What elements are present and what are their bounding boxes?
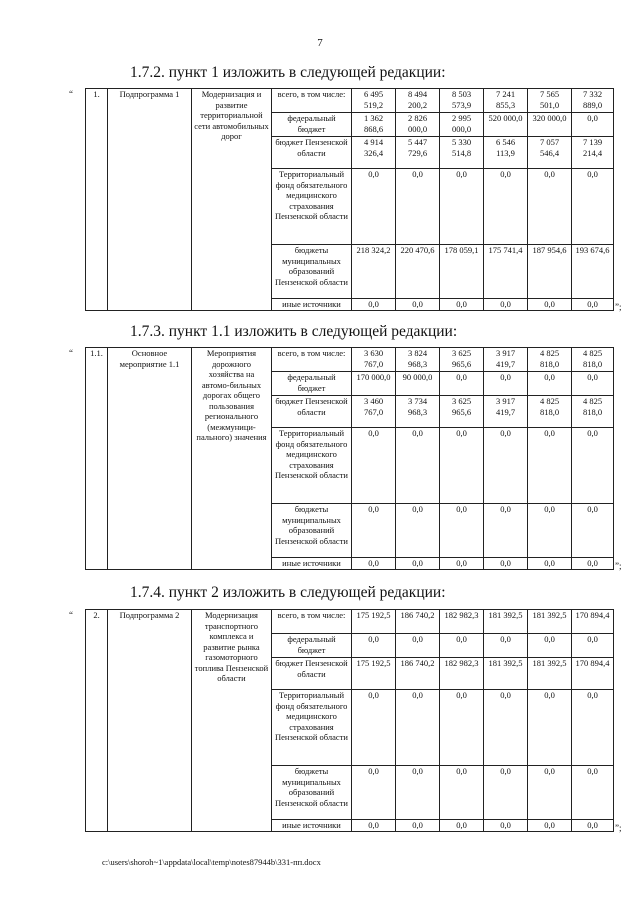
value-cell: 181 392,5: [528, 658, 572, 690]
value-cell: 0,0: [396, 299, 440, 311]
value-cell: 0,0: [572, 299, 614, 311]
value-cell: 0,0: [396, 504, 440, 558]
row-title: Модернизация транспортного комплекса и развитие рынка газомоторного топлива Пензенской области: [192, 610, 272, 832]
value-cell: 0,0: [484, 372, 528, 396]
value-cell: 182 982,3: [440, 658, 484, 690]
value-cell: 0,0: [440, 372, 484, 396]
value-cell: 182 982,3: [440, 610, 484, 634]
value-cell: 0,0: [484, 766, 528, 820]
value-cell: 0,0: [572, 372, 614, 396]
value-cell: 0,0: [572, 428, 614, 504]
value-cell: 0,0: [352, 504, 396, 558]
funding-source-label: иные источники: [272, 299, 352, 311]
value-cell: 8 503 573,9: [440, 89, 484, 113]
row-title: Модернизация и развитие территориальной сети автомобильных дорог: [192, 89, 272, 311]
funding-source-label: бюджет Пензенской области: [272, 658, 352, 690]
value-cell: 187 954,6: [528, 245, 572, 299]
value-cell: 0,0: [352, 169, 396, 245]
funding-source-label: Территориальный фонд обязательного медицинского страхования Пензенской области: [272, 690, 352, 766]
section-heading: 1.7.4. пункт 2 изложить в следующей редакции:: [130, 584, 446, 601]
funding-source-label: федеральный бюджет: [272, 113, 352, 137]
value-cell: 3 625 965,6: [440, 396, 484, 428]
value-cell: 0,0: [352, 558, 396, 570]
value-cell: 0,0: [484, 299, 528, 311]
value-cell: 5 447 729,6: [396, 137, 440, 169]
close-quote: ”;: [615, 561, 622, 571]
value-cell: 1 362 868,6: [352, 113, 396, 137]
value-cell: 0,0: [484, 504, 528, 558]
value-cell: 0,0: [396, 169, 440, 245]
page-number: 7: [317, 37, 323, 49]
value-cell: 220 470,6: [396, 245, 440, 299]
value-cell: 0,0: [396, 690, 440, 766]
close-quote: ”;: [615, 302, 622, 312]
value-cell: 2 826 000,0: [396, 113, 440, 137]
value-cell: 3 460 767,0: [352, 396, 396, 428]
section-heading: 1.7.2. пункт 1 изложить в следующей редакции:: [130, 64, 446, 81]
funding-source-label: иные источники: [272, 558, 352, 570]
value-cell: 3 917 419,7: [484, 396, 528, 428]
value-cell: 186 740,2: [396, 610, 440, 634]
value-cell: 0,0: [352, 690, 396, 766]
funding-source-label: Территориальный фонд обязательного медицинского страхования Пензенской области: [272, 428, 352, 504]
value-cell: 175 192,5: [352, 610, 396, 634]
value-cell: 320 000,0: [528, 113, 572, 137]
value-cell: 0,0: [572, 113, 614, 137]
value-cell: 0,0: [440, 299, 484, 311]
value-cell: 0,0: [528, 372, 572, 396]
value-cell: 0,0: [572, 169, 614, 245]
funding-source-label: бюджет Пензенской области: [272, 396, 352, 428]
value-cell: 520 000,0: [484, 113, 528, 137]
value-cell: 6 495 519,2: [352, 89, 396, 113]
row-name: Подпрограмма 2: [108, 610, 192, 832]
value-cell: 7 241 855,3: [484, 89, 528, 113]
value-cell: 0,0: [528, 169, 572, 245]
value-cell: 0,0: [572, 820, 614, 832]
value-cell: 4 825 818,0: [528, 396, 572, 428]
value-cell: 0,0: [528, 634, 572, 658]
value-cell: 4 825 818,0: [572, 348, 614, 372]
value-cell: 0,0: [352, 820, 396, 832]
value-cell: 7 332 889,0: [572, 89, 614, 113]
value-cell: 0,0: [352, 634, 396, 658]
value-cell: 0,0: [440, 428, 484, 504]
funding-source-label: Территориальный фонд обязательного медицинского страхования Пензенской области: [272, 169, 352, 245]
value-cell: 0,0: [440, 169, 484, 245]
value-cell: 7 565 501,0: [528, 89, 572, 113]
value-cell: 3 625 965,6: [440, 348, 484, 372]
value-cell: 0,0: [528, 504, 572, 558]
value-cell: 178 059,1: [440, 245, 484, 299]
value-cell: 0,0: [484, 690, 528, 766]
amendment-table: [85, 347, 614, 570]
value-cell: 0,0: [396, 766, 440, 820]
value-cell: 0,0: [440, 820, 484, 832]
value-cell: 218 324,2: [352, 245, 396, 299]
value-cell: 0,0: [396, 634, 440, 658]
value-cell: 3 734 968,3: [396, 396, 440, 428]
funding-source-label: бюджеты муниципальных образований Пензенской области: [272, 504, 352, 558]
value-cell: 0,0: [484, 428, 528, 504]
value-cell: 6 546 113,9: [484, 137, 528, 169]
funding-source-label: бюджеты муниципальных образований Пензенской области: [272, 245, 352, 299]
file-path-footer: c:\users\shoroh~1\appdata\local\temp\notes87944b\331-пп.docx: [102, 857, 321, 867]
table-row: [86, 89, 614, 113]
value-cell: 0,0: [396, 558, 440, 570]
value-cell: 0,0: [484, 558, 528, 570]
row-name: Основное мероприятие 1.1: [108, 348, 192, 570]
funding-source-label: бюджеты муниципальных образований Пензенской области: [272, 766, 352, 820]
value-cell: 8 494 200,2: [396, 89, 440, 113]
value-cell: 0,0: [440, 558, 484, 570]
value-cell: 175 192,5: [352, 658, 396, 690]
value-cell: 0,0: [484, 634, 528, 658]
value-cell: 4 825 818,0: [528, 348, 572, 372]
value-cell: 3 630 767,0: [352, 348, 396, 372]
funding-source-label: бюджет Пензенской области: [272, 137, 352, 169]
value-cell: 186 740,2: [396, 658, 440, 690]
funding-source-label: федеральный бюджет: [272, 372, 352, 396]
value-cell: 0,0: [484, 820, 528, 832]
funding-source-label: иные источники: [272, 820, 352, 832]
value-cell: 175 741,4: [484, 245, 528, 299]
value-cell: 0,0: [440, 690, 484, 766]
value-cell: 5 330 514,8: [440, 137, 484, 169]
value-cell: 193 674,6: [572, 245, 614, 299]
value-cell: 0,0: [528, 299, 572, 311]
funding-source-label: всего, в том числе:: [272, 610, 352, 634]
value-cell: 4 825 818,0: [572, 396, 614, 428]
value-cell: 90 000,0: [396, 372, 440, 396]
funding-source-label: федеральный бюджет: [272, 634, 352, 658]
row-title: Мероприятия дорожного хозяйства на автомо-бильных дорогах общего пользования регионального (межмуници-пального) значения: [192, 348, 272, 570]
value-cell: 181 392,5: [528, 610, 572, 634]
amendment-table: [85, 88, 614, 311]
value-cell: 0,0: [484, 169, 528, 245]
value-cell: 0,0: [352, 299, 396, 311]
value-cell: 0,0: [572, 504, 614, 558]
value-cell: 0,0: [572, 766, 614, 820]
value-cell: 0,0: [528, 428, 572, 504]
value-cell: 2 995 000,0: [440, 113, 484, 137]
value-cell: 0,0: [440, 766, 484, 820]
value-cell: 181 392,5: [484, 658, 528, 690]
funding-source-label: всего, в том числе:: [272, 348, 352, 372]
value-cell: 170 894,4: [572, 658, 614, 690]
open-quote: “: [69, 610, 73, 620]
table-row: [86, 610, 614, 634]
row-number: 1.: [86, 89, 108, 311]
amendment-table: [85, 609, 614, 832]
value-cell: 3 824 968,3: [396, 348, 440, 372]
section-heading: 1.7.3. пункт 1.1 изложить в следующей редакции:: [130, 323, 458, 340]
open-quote: “: [69, 348, 73, 358]
value-cell: 0,0: [352, 428, 396, 504]
value-cell: 0,0: [528, 766, 572, 820]
value-cell: 7 139 214,4: [572, 137, 614, 169]
row-number: 1.1.: [86, 348, 108, 570]
funding-source-label: всего, в том числе:: [272, 89, 352, 113]
value-cell: 4 914 326,4: [352, 137, 396, 169]
row-number: 2.: [86, 610, 108, 832]
value-cell: 0,0: [572, 558, 614, 570]
value-cell: 0,0: [528, 558, 572, 570]
value-cell: 3 917 419,7: [484, 348, 528, 372]
value-cell: 0,0: [572, 690, 614, 766]
value-cell: 181 392,5: [484, 610, 528, 634]
close-quote: ”;: [615, 823, 622, 833]
value-cell: 0,0: [396, 820, 440, 832]
table-row: [86, 348, 614, 372]
value-cell: 0,0: [572, 634, 614, 658]
value-cell: 7 057 546,4: [528, 137, 572, 169]
value-cell: 0,0: [440, 634, 484, 658]
value-cell: 170 000,0: [352, 372, 396, 396]
value-cell: 0,0: [528, 820, 572, 832]
row-name: Подпрограмма 1: [108, 89, 192, 311]
value-cell: 0,0: [352, 766, 396, 820]
value-cell: 0,0: [528, 690, 572, 766]
value-cell: 0,0: [396, 428, 440, 504]
value-cell: 170 894,4: [572, 610, 614, 634]
open-quote: “: [69, 89, 73, 99]
value-cell: 0,0: [440, 504, 484, 558]
